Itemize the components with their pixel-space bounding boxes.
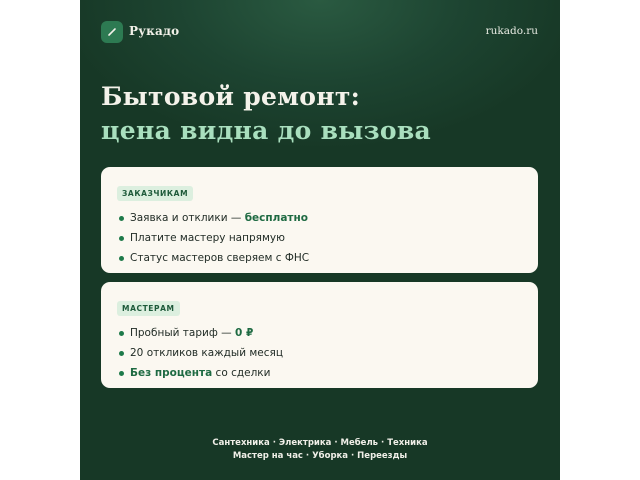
bullet-dot [119,331,124,336]
bullet-dot [119,236,124,241]
site-domain: rukado.ru [485,25,538,37]
item-highlight: Без процента [130,367,213,379]
bullet-dot [119,256,124,261]
list-item [119,323,520,343]
services-line-1: Сантехника · Электрика · Мебель · Техника [212,438,428,448]
bullet-dot [119,371,124,376]
item-highlight: 0 ₽ [234,327,254,339]
logo [101,21,123,43]
item-text: 20 откликов каждый месяц [130,347,283,359]
list-item [119,208,520,228]
pencil-icon [106,26,118,38]
brand-name: Рукадо [129,24,180,38]
headline [101,80,431,148]
bullet-dot [119,216,124,221]
services-line-2: Мастер на час · Уборка · Переезды [232,451,408,461]
item-text: Платите мастеру напрямую [130,232,285,244]
list-item [119,343,520,363]
bullet-dot [119,351,124,356]
list-item [119,228,520,248]
item-text: Пробный тариф — [130,327,235,339]
masters-panel [101,282,538,388]
list-item [119,363,520,383]
customers-list [119,208,520,268]
customers-badge: ЗАКАЗЧИКАМ [117,186,193,201]
item-text: Статус мастеров сверяем с ФНС [130,252,310,264]
list-item [119,248,520,268]
headline-line-1: Бытовой ремонт: [101,82,361,111]
promo-card [80,0,560,480]
item-text: Заявка и отклики — [130,212,245,224]
headline-line-2: цена видна до вызова [101,116,432,145]
item-highlight: бесплатно [244,212,308,224]
item-text-tail: со сделки [212,367,271,379]
customers-panel [101,167,538,273]
masters-badge: МАСТЕРАМ [117,301,180,316]
masters-list [119,323,520,383]
